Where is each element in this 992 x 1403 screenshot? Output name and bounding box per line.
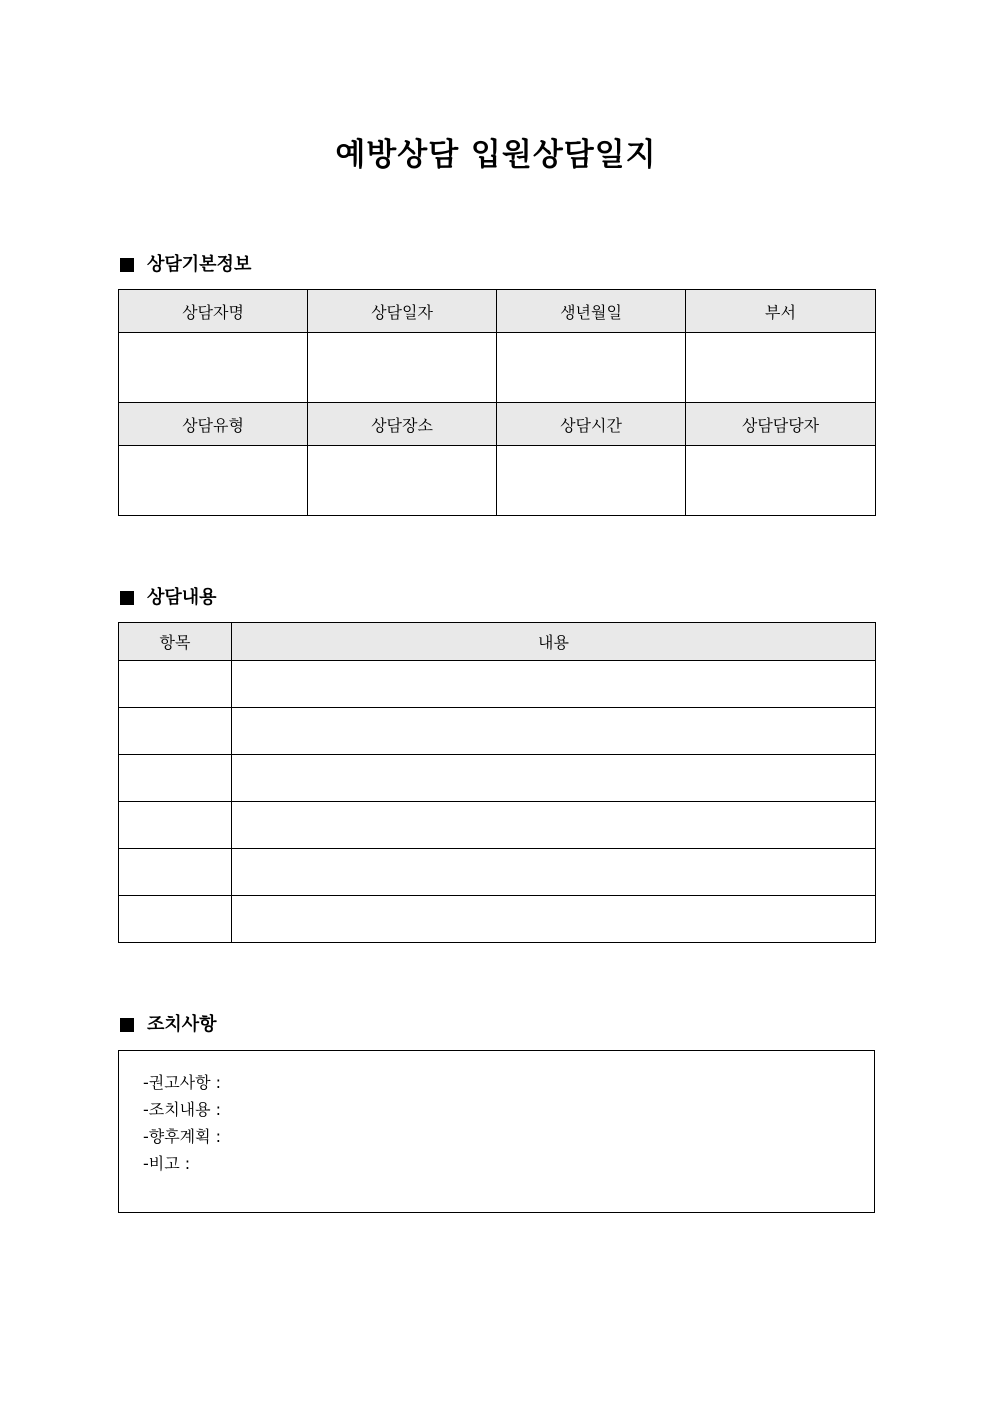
item-cell[interactable] xyxy=(119,755,232,802)
basic-info-table xyxy=(118,289,876,516)
action-line-future-plan: -향후계획 : xyxy=(143,1127,222,1146)
square-bullet-icon xyxy=(120,258,134,272)
actions-box[interactable] xyxy=(118,1050,875,1213)
header-cell-counsel-place: 상담장소 xyxy=(308,403,497,446)
table-header-row xyxy=(119,623,876,661)
header-cell-counsel-type: 상담유형 xyxy=(119,403,308,446)
content-cell[interactable] xyxy=(232,755,876,802)
table-header-row xyxy=(119,403,876,446)
section-heading-label: 상담기본정보 xyxy=(147,254,252,275)
action-line-remarks: -비고 : xyxy=(143,1154,191,1173)
square-bullet-icon xyxy=(120,1018,134,1032)
header-cell-content: 내용 xyxy=(232,623,876,661)
table-entry-row xyxy=(119,333,876,403)
table-row xyxy=(119,708,876,755)
entry-cell-counsel-manager[interactable] xyxy=(686,446,876,516)
content-cell[interactable] xyxy=(232,802,876,849)
entry-cell-counsel-date[interactable] xyxy=(308,333,497,403)
entry-cell-department[interactable] xyxy=(686,333,876,403)
entry-cell-counsel-place[interactable] xyxy=(308,446,497,516)
table-header-row xyxy=(119,290,876,333)
header-cell-department: 부서 xyxy=(686,290,876,333)
section-heading-content xyxy=(118,585,217,611)
table-entry-row xyxy=(119,446,876,516)
content-cell[interactable] xyxy=(232,708,876,755)
item-cell[interactable] xyxy=(119,661,232,708)
entry-cell-birth-date[interactable] xyxy=(497,333,686,403)
item-cell[interactable] xyxy=(119,802,232,849)
header-cell-counsel-manager: 상담담당자 xyxy=(686,403,876,446)
table-row xyxy=(119,755,876,802)
header-cell-counselor-name: 상담자명 xyxy=(119,290,308,333)
document-title: 예방상담 입원상담일지 xyxy=(335,137,657,173)
header-cell-item: 항목 xyxy=(119,623,232,661)
actions-list xyxy=(143,1069,221,1177)
entry-cell-counsel-type[interactable] xyxy=(119,446,308,516)
header-cell-counsel-date: 상담일자 xyxy=(308,290,497,333)
content-cell[interactable] xyxy=(232,896,876,943)
item-cell[interactable] xyxy=(119,708,232,755)
section-heading-label: 상담내용 xyxy=(147,587,217,608)
item-cell[interactable] xyxy=(119,849,232,896)
table-row xyxy=(119,661,876,708)
content-table xyxy=(118,622,876,943)
table-row xyxy=(119,802,876,849)
square-bullet-icon xyxy=(120,591,134,605)
entry-cell-counselor-name[interactable] xyxy=(119,333,308,403)
content-cell[interactable] xyxy=(232,849,876,896)
table-row xyxy=(119,849,876,896)
section-heading-basic-info xyxy=(118,252,251,278)
table-row xyxy=(119,896,876,943)
header-cell-counsel-time: 상담시간 xyxy=(497,403,686,446)
item-cell[interactable] xyxy=(119,896,232,943)
section-heading-actions xyxy=(118,1012,217,1038)
header-cell-birth-date: 생년월일 xyxy=(497,290,686,333)
content-cell[interactable] xyxy=(232,661,876,708)
section-heading-label: 조치사항 xyxy=(147,1014,217,1035)
action-line-recommendation: -권고사항 : xyxy=(143,1073,222,1092)
action-line-measures: -조치내용 : xyxy=(143,1100,222,1119)
entry-cell-counsel-time[interactable] xyxy=(497,446,686,516)
